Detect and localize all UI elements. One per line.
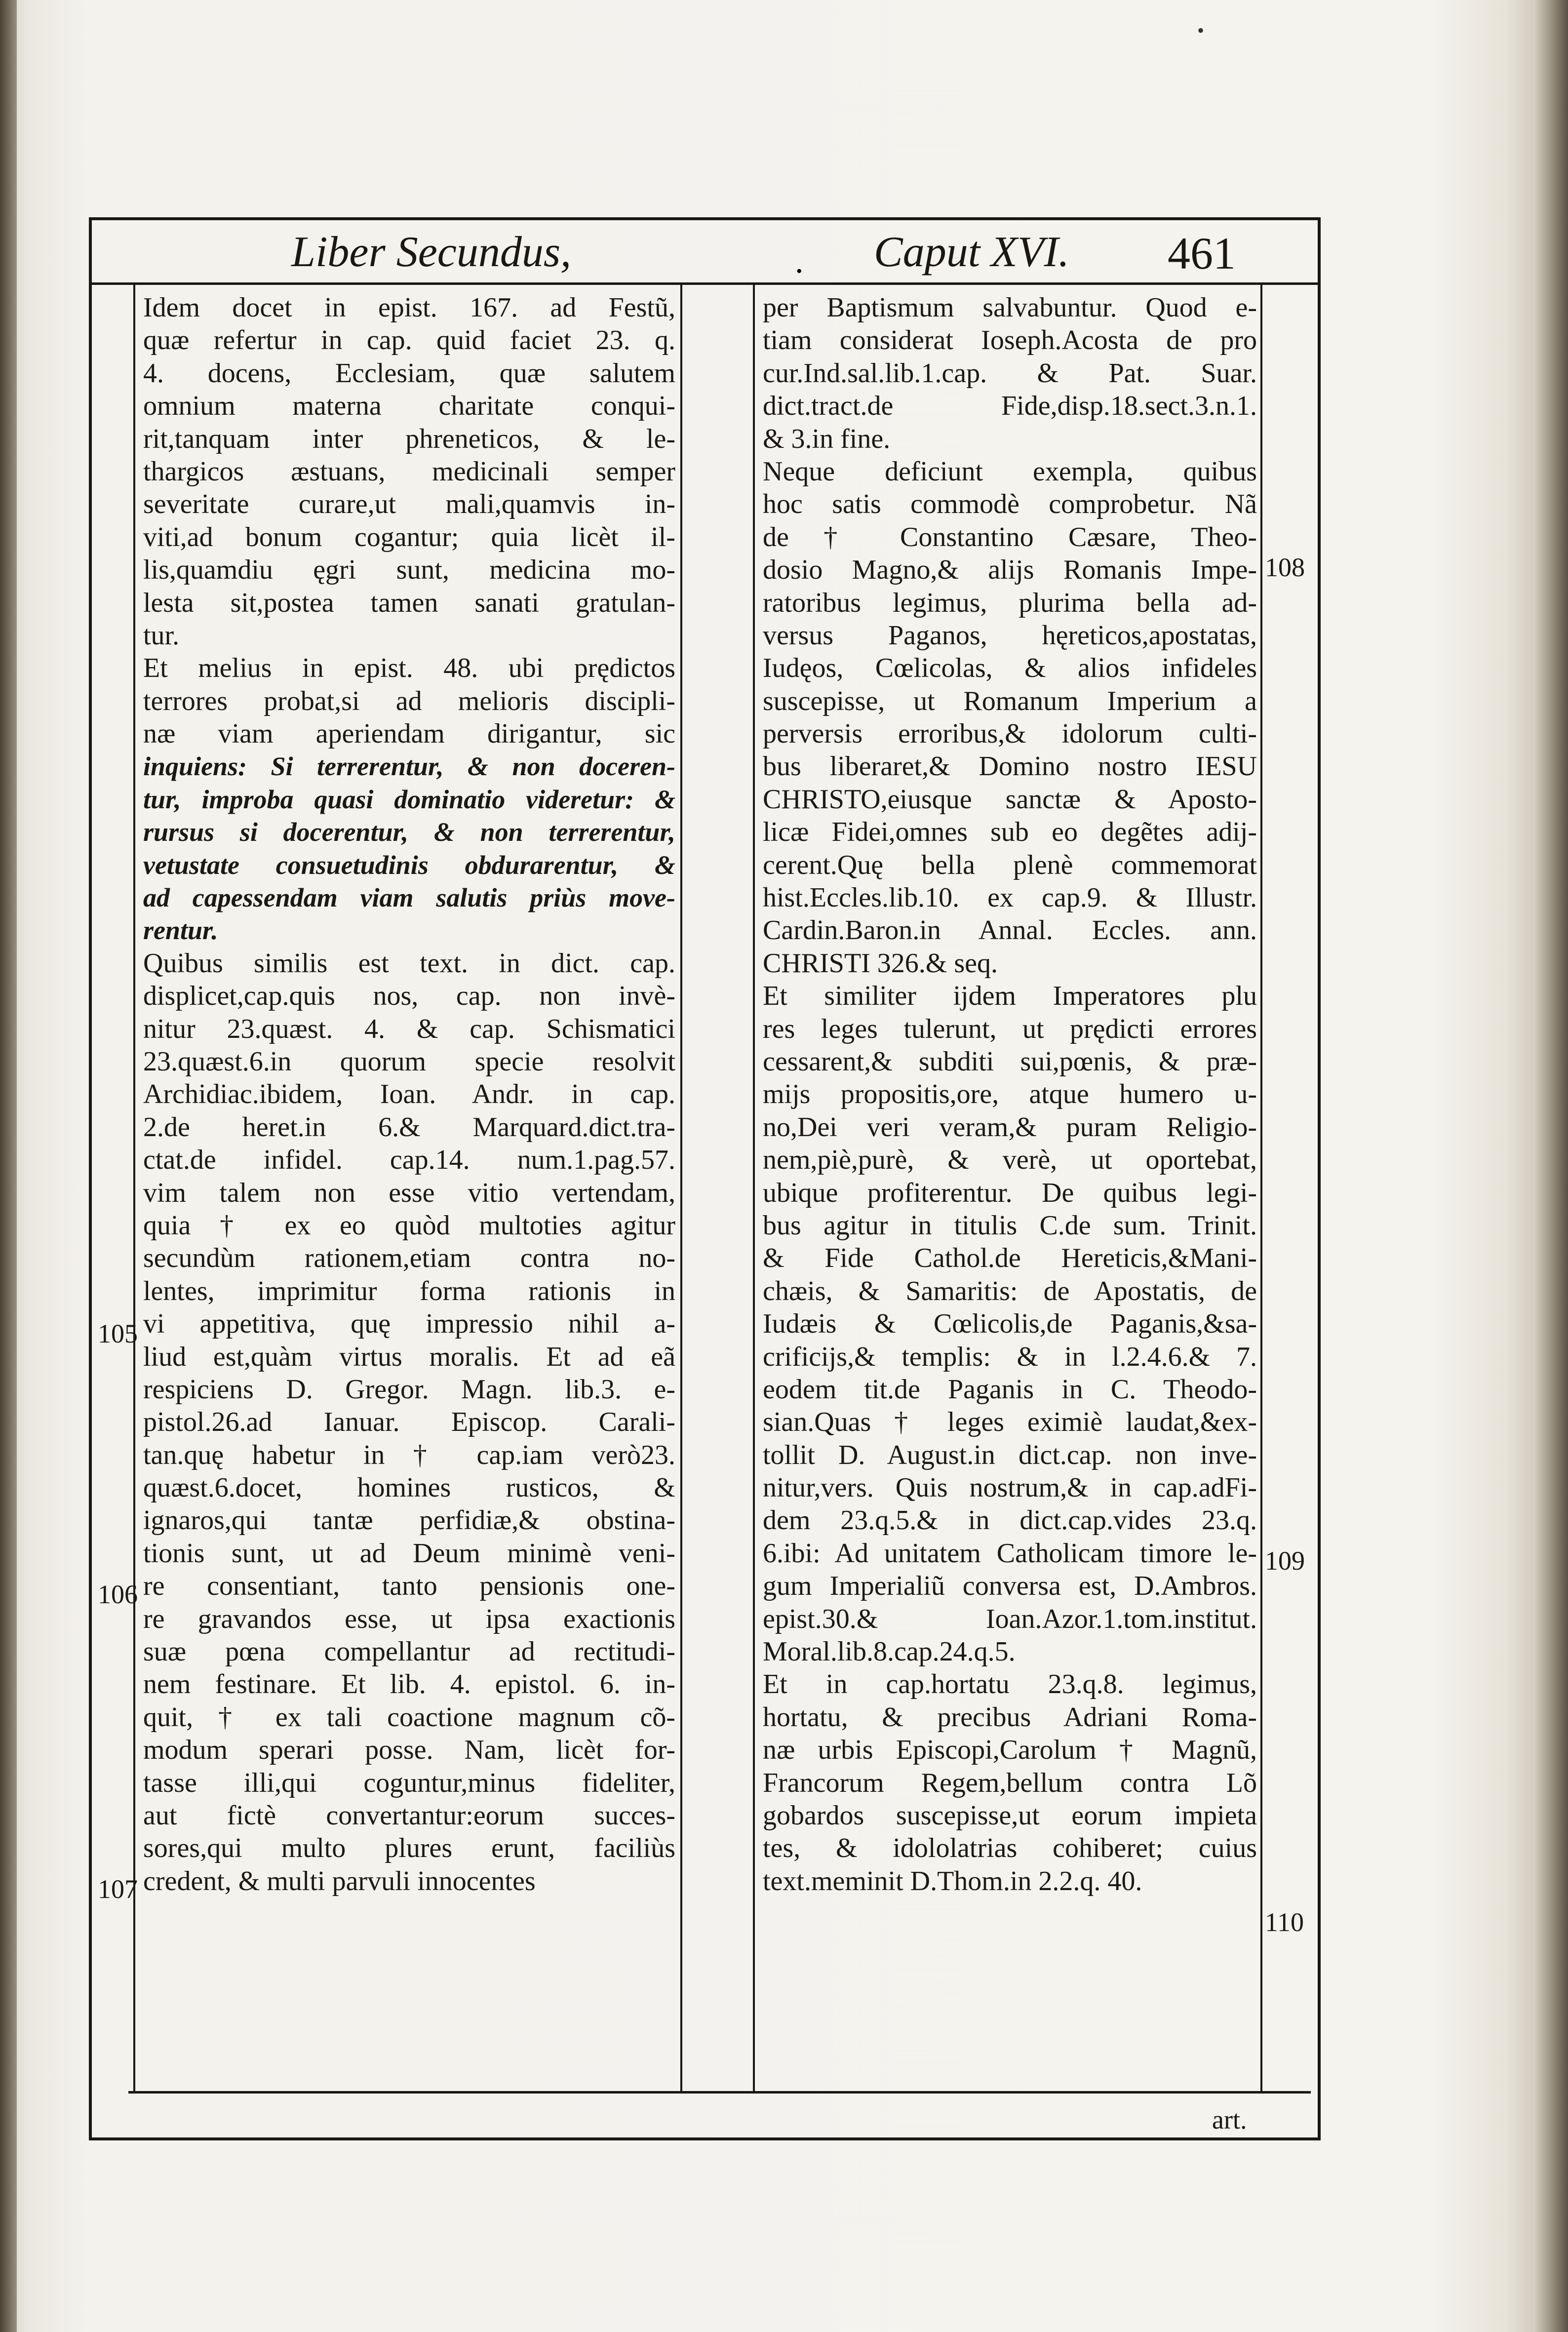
text-line: Neque deficiunt exempla, quibus: [763, 456, 1257, 487]
text-line: gobardos suscepisse,ut eorum impieta: [763, 1800, 1257, 1831]
frame-left-rule: [89, 217, 92, 2140]
column-divider-rule-2: [753, 285, 755, 2091]
text-line: gum Imperialiũ conversa est, D.Ambros.: [763, 1571, 1257, 1602]
text-line: licæ Fidei,omnes sub eo degẽtes adij-: [763, 817, 1257, 848]
margin-number-107: 107: [98, 1874, 138, 1904]
page-number: 461: [1168, 228, 1236, 278]
text-line: dem 23.q.5.& in dict.cap.vides 23.q.: [763, 1505, 1257, 1536]
right-text-column: [763, 291, 1257, 1897]
text-line: lesta sit,postea tamen sanati gratulan-: [143, 587, 675, 618]
text-line: næ viam aperiendam dirigantur, sic: [143, 718, 675, 750]
text-line: perversis erroribus,& idolorum culti-: [763, 718, 1257, 750]
text-line: lentes, imprimitur forma rationis in: [143, 1275, 675, 1306]
text-line: CHRISTO,eiusque sanctæ & Aposto-: [763, 784, 1257, 815]
text-line: nitur,vers. Quis nostrum,& in cap.adFi-: [763, 1472, 1257, 1503]
text-line: quia † ex eo quòd multoties agitur: [143, 1210, 675, 1241]
text-line: sores,qui multo plures erunt, faciliùs: [143, 1833, 675, 1864]
text-line: ratoribus legimus, plurima bella ad-: [763, 587, 1257, 618]
text-line: nem,piè,purè, & verè, ut oportebat,: [763, 1145, 1257, 1176]
text-line: suæ pœna compellantur ad rectitudi-: [143, 1636, 675, 1667]
text-line: tur.: [143, 620, 180, 651]
text-line: tur, improba quasi dominatio videretur: &: [143, 784, 675, 814]
margin-number-106: 106: [98, 1580, 138, 1609]
text-line: vim talem non esse vitio vertendam,: [143, 1177, 675, 1208]
text-line: omnium materna charitate conqui-: [143, 391, 675, 422]
text-line: lis,quamdiu ęgri sunt, medicina mo-: [143, 554, 675, 586]
text-line: rit,tanquam inter phreneticos, & le-: [143, 423, 675, 454]
text-line: de † Constantino Cæsare, Theo-: [763, 521, 1257, 553]
header-rule: [89, 282, 1321, 285]
text-line: 2.de heret.in 6.& Marquard.dict.tra-: [143, 1111, 675, 1143]
text-line: Quibus similis est text. in dict. cap.: [143, 948, 675, 979]
text-line: bus liberaret,& Domino nostro IESU: [763, 751, 1257, 782]
text-line: cerent.Quę bella plenè commemorat: [763, 849, 1257, 880]
margin-number-109: 109: [1265, 1546, 1305, 1576]
text-line: Idem docet in epist. 167. ad Festũ,: [143, 292, 675, 323]
text-line: chæis, & Samaritis: de Apostatis, de: [763, 1275, 1257, 1306]
text-line: res leges tulerunt, ut prędicti errores: [763, 1013, 1257, 1044]
text-line: Archidiac.ibidem, Ioan. Andr. in cap.: [143, 1079, 675, 1110]
text-line: viti,ad bonum cogantur; quia licèt il-: [143, 521, 675, 553]
text-line: re consentiant, tanto pensionis one-: [143, 1571, 675, 1602]
text-line: cur.Ind.sal.lib.1.cap. & Pat. Suar.: [763, 357, 1257, 389]
text-line: Cardin.Baron.in Annal. Eccles. ann.: [763, 915, 1257, 946]
text-line: rentur.: [143, 915, 218, 946]
text-line: 4. docens, Ecclesiam, quæ salutem: [143, 357, 675, 389]
text-line: 6.ibi: Ad unitatem Catholicam timore le-: [763, 1538, 1257, 1569]
text-line: ubique profiterentur. De quibus legi-: [763, 1177, 1257, 1208]
text-line: dict.tract.de Fide,disp.18.sect.3.n.1.: [763, 391, 1257, 422]
text-line: nitur 23.quæst. 4. & cap. Schismatici: [143, 1013, 675, 1044]
text-line: eodem tit.de Paganis in C. Theodo-: [763, 1374, 1257, 1405]
text-line: quit, † ex tali coactione magnum cõ-: [143, 1701, 675, 1733]
text-line: & 3.in fine.: [763, 423, 891, 454]
column-left-inner-rule: [133, 285, 135, 2091]
margin-number-105: 105: [98, 1319, 138, 1348]
text-line: tiam considerat Ioseph.Acosta de pro: [763, 325, 1257, 356]
left-text-column: [143, 291, 675, 1897]
text-line: Et similiter ijdem Imperatores plu: [763, 981, 1257, 1012]
text-line: hoc satis commodè comprobetur. Nã: [763, 489, 1257, 520]
page-edge: [1533, 0, 1568, 2332]
text-line: displicet,cap.quis nos, cap. non invè-: [143, 981, 675, 1012]
text-line: terrores probat,si ad melioris discipli-: [143, 685, 675, 716]
column-divider-rule: [680, 285, 682, 2091]
text-line: modum sperari posse. Nam, licèt for-: [143, 1735, 675, 1766]
header-dot: .: [795, 242, 804, 280]
frame-top-rule: [89, 217, 1321, 220]
text-line: secundùm rationem,etiam contra no-: [143, 1243, 675, 1274]
text-line: liud est,quàm virtus moralis. Et ad eã: [143, 1341, 675, 1372]
catchword: art.: [1212, 2105, 1247, 2134]
text-line: bus agitur in titulis C.de sum. Trinit.: [763, 1210, 1257, 1241]
text-line: Et in cap.hortatu 23.q.8. legimus,: [763, 1669, 1257, 1700]
text-line: severitate curare,ut mali,quamvis in-: [143, 489, 675, 520]
margin-number-110: 110: [1265, 1907, 1304, 1937]
text-line: hist.Eccles.lib.10. ex cap.9. & Illustr.: [763, 882, 1257, 913]
text-line: tollit D. August.in dict.cap. non inve-: [763, 1439, 1257, 1470]
text-line: mijs propositis,ore, atque humero u-: [763, 1079, 1257, 1110]
margin-number-108: 108: [1265, 553, 1305, 582]
text-line: crificijs,& templis: & in l.2.4.6.& 7.: [763, 1341, 1257, 1372]
text-line: credent, & multi parvuli innocentes: [143, 1865, 536, 1897]
running-head-left: Liber Secundus,: [291, 228, 572, 276]
text-line: Et melius in epist. 48. ubi prędictos: [143, 653, 675, 684]
text-line: cessarent,& subditi sui,pœnis, & præ-: [763, 1046, 1257, 1077]
ink-speck: •: [1197, 19, 1205, 41]
text-line: quæ refertur in cap. quid faciet 23. q.: [143, 325, 675, 356]
text-line: text.meminit D.Thom.in 2.2.q. 40.: [763, 1865, 1142, 1897]
text-line: tionis sunt, ut ad Deum minimè veni-: [143, 1538, 675, 1569]
text-line: & Fide Cathol.de Hereticis,&Mani-: [763, 1243, 1257, 1274]
column-right-inner-rule: [1260, 285, 1262, 2091]
text-line: quæst.6.docet, homines rusticos, &: [143, 1472, 675, 1503]
text-line: dosio Magno,& alijs Romanis Impe-: [763, 554, 1257, 586]
text-line: tes, & idololatrias cohiberet; cuius: [763, 1833, 1257, 1864]
frame-right-rule: [1318, 217, 1321, 2140]
text-line: suscepisse, ut Romanum Imperium a: [763, 685, 1257, 716]
text-line: respiciens D. Gregor. Magn. lib.3. e-: [143, 1374, 675, 1405]
text-line: thargicos æstuans, medicinali semper: [143, 456, 675, 487]
text-line: tasse illi,qui coguntur,minus fideliter,: [143, 1767, 675, 1798]
frame-bottom-rule: [89, 2137, 1321, 2140]
text-line: ignaros,qui tantæ perfidiæ,& obstina-: [143, 1505, 675, 1536]
text-line: næ urbis Episcopi,Carolum † Magnũ,: [763, 1735, 1257, 1766]
text-line: vetustate consuetudinis obdurarentur, &: [143, 850, 675, 880]
text-line: re gravandos esse, ut ipsa exactionis: [143, 1603, 675, 1634]
text-line: aut fictè convertantur:eorum succes-: [143, 1800, 675, 1831]
text-line: epist.30.& Ioan.Azor.1.tom.institut.: [763, 1603, 1257, 1634]
text-line: pistol.26.ad Ianuar. Episcop. Carali-: [143, 1407, 675, 1438]
text-line: rursus si docerentur, & non terrerentur,: [143, 817, 675, 847]
text-line: hortatu, & precibus Adriani Roma-: [763, 1701, 1257, 1733]
text-bottom-rule: [128, 2091, 1311, 2094]
text-line: Iudęos, Cœlicolas, & alios infideles: [763, 653, 1257, 684]
binding-gutter: [0, 0, 17, 2332]
text-line: inquiens: Si terrerentur, & non doceren-: [143, 751, 675, 782]
text-line: 23.quæst.6.in quorum specie resolvit: [143, 1046, 675, 1077]
text-line: tan.quę habetur in † cap.iam verò23.: [143, 1439, 675, 1470]
text-line: ad capessendam viam salutis priùs move-: [143, 883, 675, 913]
text-line: CHRISTI 326.& seq.: [763, 948, 998, 979]
text-line: Francorum Regem,bellum contra Lõ: [763, 1767, 1257, 1798]
text-line: per Baptismum salvabuntur. Quod e-: [763, 292, 1257, 323]
text-line: nem festinare. Et lib. 4. epistol. 6. in-: [143, 1669, 675, 1700]
running-head-center: Caput XVI.: [874, 228, 1069, 276]
text-line: Iudæis & Cœlicolis,de Paganis,&sa-: [763, 1308, 1257, 1340]
text-line: sian.Quas † leges eximiè laudat,&ex-: [763, 1407, 1257, 1438]
text-line: vi appetitiva, quę impressio nihil a-: [143, 1308, 675, 1340]
text-line: versus Paganos, hęreticos,apostatas,: [763, 620, 1257, 651]
text-line: ctat.de infidel. cap.14. num.1.pag.57.: [143, 1145, 675, 1176]
text-line: Moral.lib.8.cap.24.q.5.: [763, 1636, 1016, 1667]
text-line: no,Dei veri veram,& puram Religio-: [763, 1111, 1257, 1143]
